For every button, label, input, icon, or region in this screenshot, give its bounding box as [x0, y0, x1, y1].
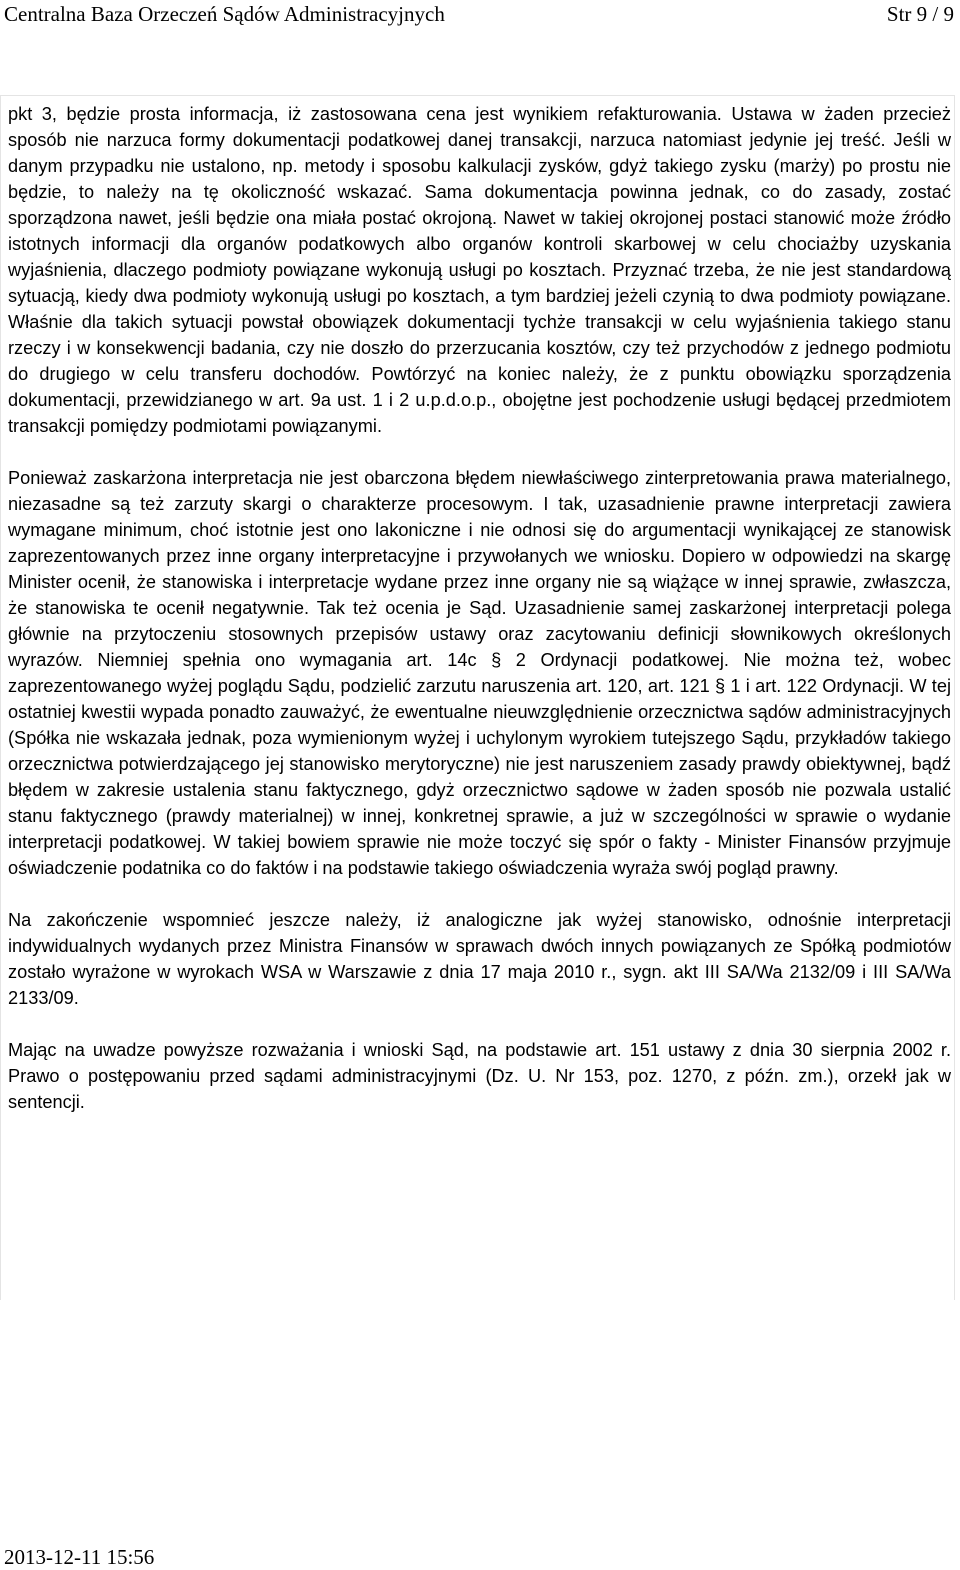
page-number: Str 9 / 9 — [886, 2, 954, 26]
judgment-text — [8, 101, 951, 1141]
paragraph: pkt 3, będzie prosta informacja, iż zastosowana cena jest wynikiem refakturowania. Ustawa w żaden przecież sposób nie narzuca formy dokumentacji podatkowej danej transakcji, narzuca natomiast jedynie jej treść. Jeśli w danym przypadku nie ustalono, np. metody i sposobu kalkulacji zysków, gdyż takiego zysku (marży) po prostu nie będzie, to należy na tę okoliczność wskazać. Sama dokumentacja powinna jednak, co do zasady, zostać sporządzona nawet, jeśli będzie ona miała postać okrojoną. Nawet w takiej okrojonej postaci stanowić może źródło istotnych informacji dla organów podatkowych albo organów kontroli skarbowej w celu chociażby uzyskania wyjaśnienia, dlaczego podmioty powiązane wykonują usługi po kosztach. Przyznać trzeba, że nie jest standardową sytuacją, kiedy dwa podmioty wykonują usługi po kosztach, a tym bardziej jeżeli czynią to dwa podmioty powiązane. Właśnie dla takich sytuacji powstał obowiązek dokumentacji tychże transakcji w celu wyjaśnienia takiego stanu rzeczy i w konsekwencji badania, czy nie doszło do przerzucania kosztów, czy też przychodów z jednego podmiotu do drugiego w celu transferu dochodów. Powtórzyć na koniec należy, że z punktu obowiązku sporządzenia dokumentacji, przewidzianego w art. 9a ust. 1 i 2 u.p.d.o.p., obojętne jest pochodzenie usługi będącej przedmiotem transakcji pomiędzy podmiotami powiązanymi. — [8, 104, 951, 436]
paragraph: Ponieważ zaskarżona interpretacja nie jest obarczona błędem niewłaściwego zinterpretowania prawa materialnego, niezasadne są też zarzuty skargi o charakterze procesowym. I tak, uzasadnienie prawne interpretacji zawiera wymagane minimum, choć istotnie jest ono lakoniczne i nie odnosi się do argumentacji wynikającej ze stanowisk zaprezentowanych przez inne organy interpretacyjne i przywołanych we wniosku. Dopiero w odpowiedzi na skargę Minister ocenił, że stanowiska i interpretacje wydane przez inne organy nie są wiążące w innej sprawie, zwłaszcza, że stanowiska te ocenił negatywnie. Tak też ocenia je Sąd. Uzasadnienie samej zaskarżonej interpretacji polega głównie na przytoczeniu stosownych przepisów ustawy oraz zacytowaniu definicji słownikowych określonych wyrazów. Niemniej spełnia ono wymagania art. 14c § 2 Ordynacji podatkowej. Nie można też, wobec zaprezentowanego wyżej poglądu Sądu, podzielić zarzutu naruszenia art. 120, art. 121 § 1 i art. 122 Ordynacji. W tej ostatniej kwestii wypada ponadto zauważyć, że ewentualne nieuwzględnienie orzecznictwa sądów administracyjnych (Spółka nie wskazała jednak, poza wymienionym wyżej i uchylonym wyrokiem tutejszego Sądu, przykładów takiego orzecznictwa potwierdzającego jej stanowisko merytoryczne) nie jest naruszeniem zasady prawdy obiektywnej, bądź błędem w zakresie ustalenia stanu faktycznego, gdyż orzecznictwo sądowe w żaden sposób nie pozwala ustalić stanu faktycznego (prawdy materialnej) w innej, konkretnej sprawie, a już w szczególności w sprawie o wydanie interpretacji podatkowej. W takiej bowiem sprawie nie może toczyć się spór o fakty - Minister Finansów przyjmuje oświadczenie podatnika co do faktów i na podstawie takiego oświadczenia wyraża swój pogląd prawny. — [8, 468, 951, 878]
page-header — [0, 0, 960, 40]
paragraph: Na zakończenie wspomnieć jeszcze należy, iż analogiczne jak wyżej stanowisko, odnośnie interpretacji indywidualnych wydanych przez Ministra Finansów w sprawach dwóch innych powiązanych ze Spółką podmiotów zostało wyrażone w wyrokach WSA w Warszawie z dnia 17 maja 2010 r., sygn. akt III SA/Wa 2132/09 i III SA/Wa 2133/09. — [8, 910, 951, 1008]
print-timestamp: 2013-12-11 15:56 — [4, 1545, 155, 1569]
paragraph: Mając na uwadze powyższe rozważania i wnioski Sąd, na podstawie art. 151 ustawy z dnia 30 sierpnia 2002 r. Prawo o postępowaniu przed sądami administracyjnymi (Dz. U. Nr 153, poz. 1270, z późn. zm.), orzekł jak w sentencji. — [8, 1040, 951, 1112]
site-title: Centralna Baza Orzeczeń Sądów Administracyjnych — [4, 2, 445, 26]
